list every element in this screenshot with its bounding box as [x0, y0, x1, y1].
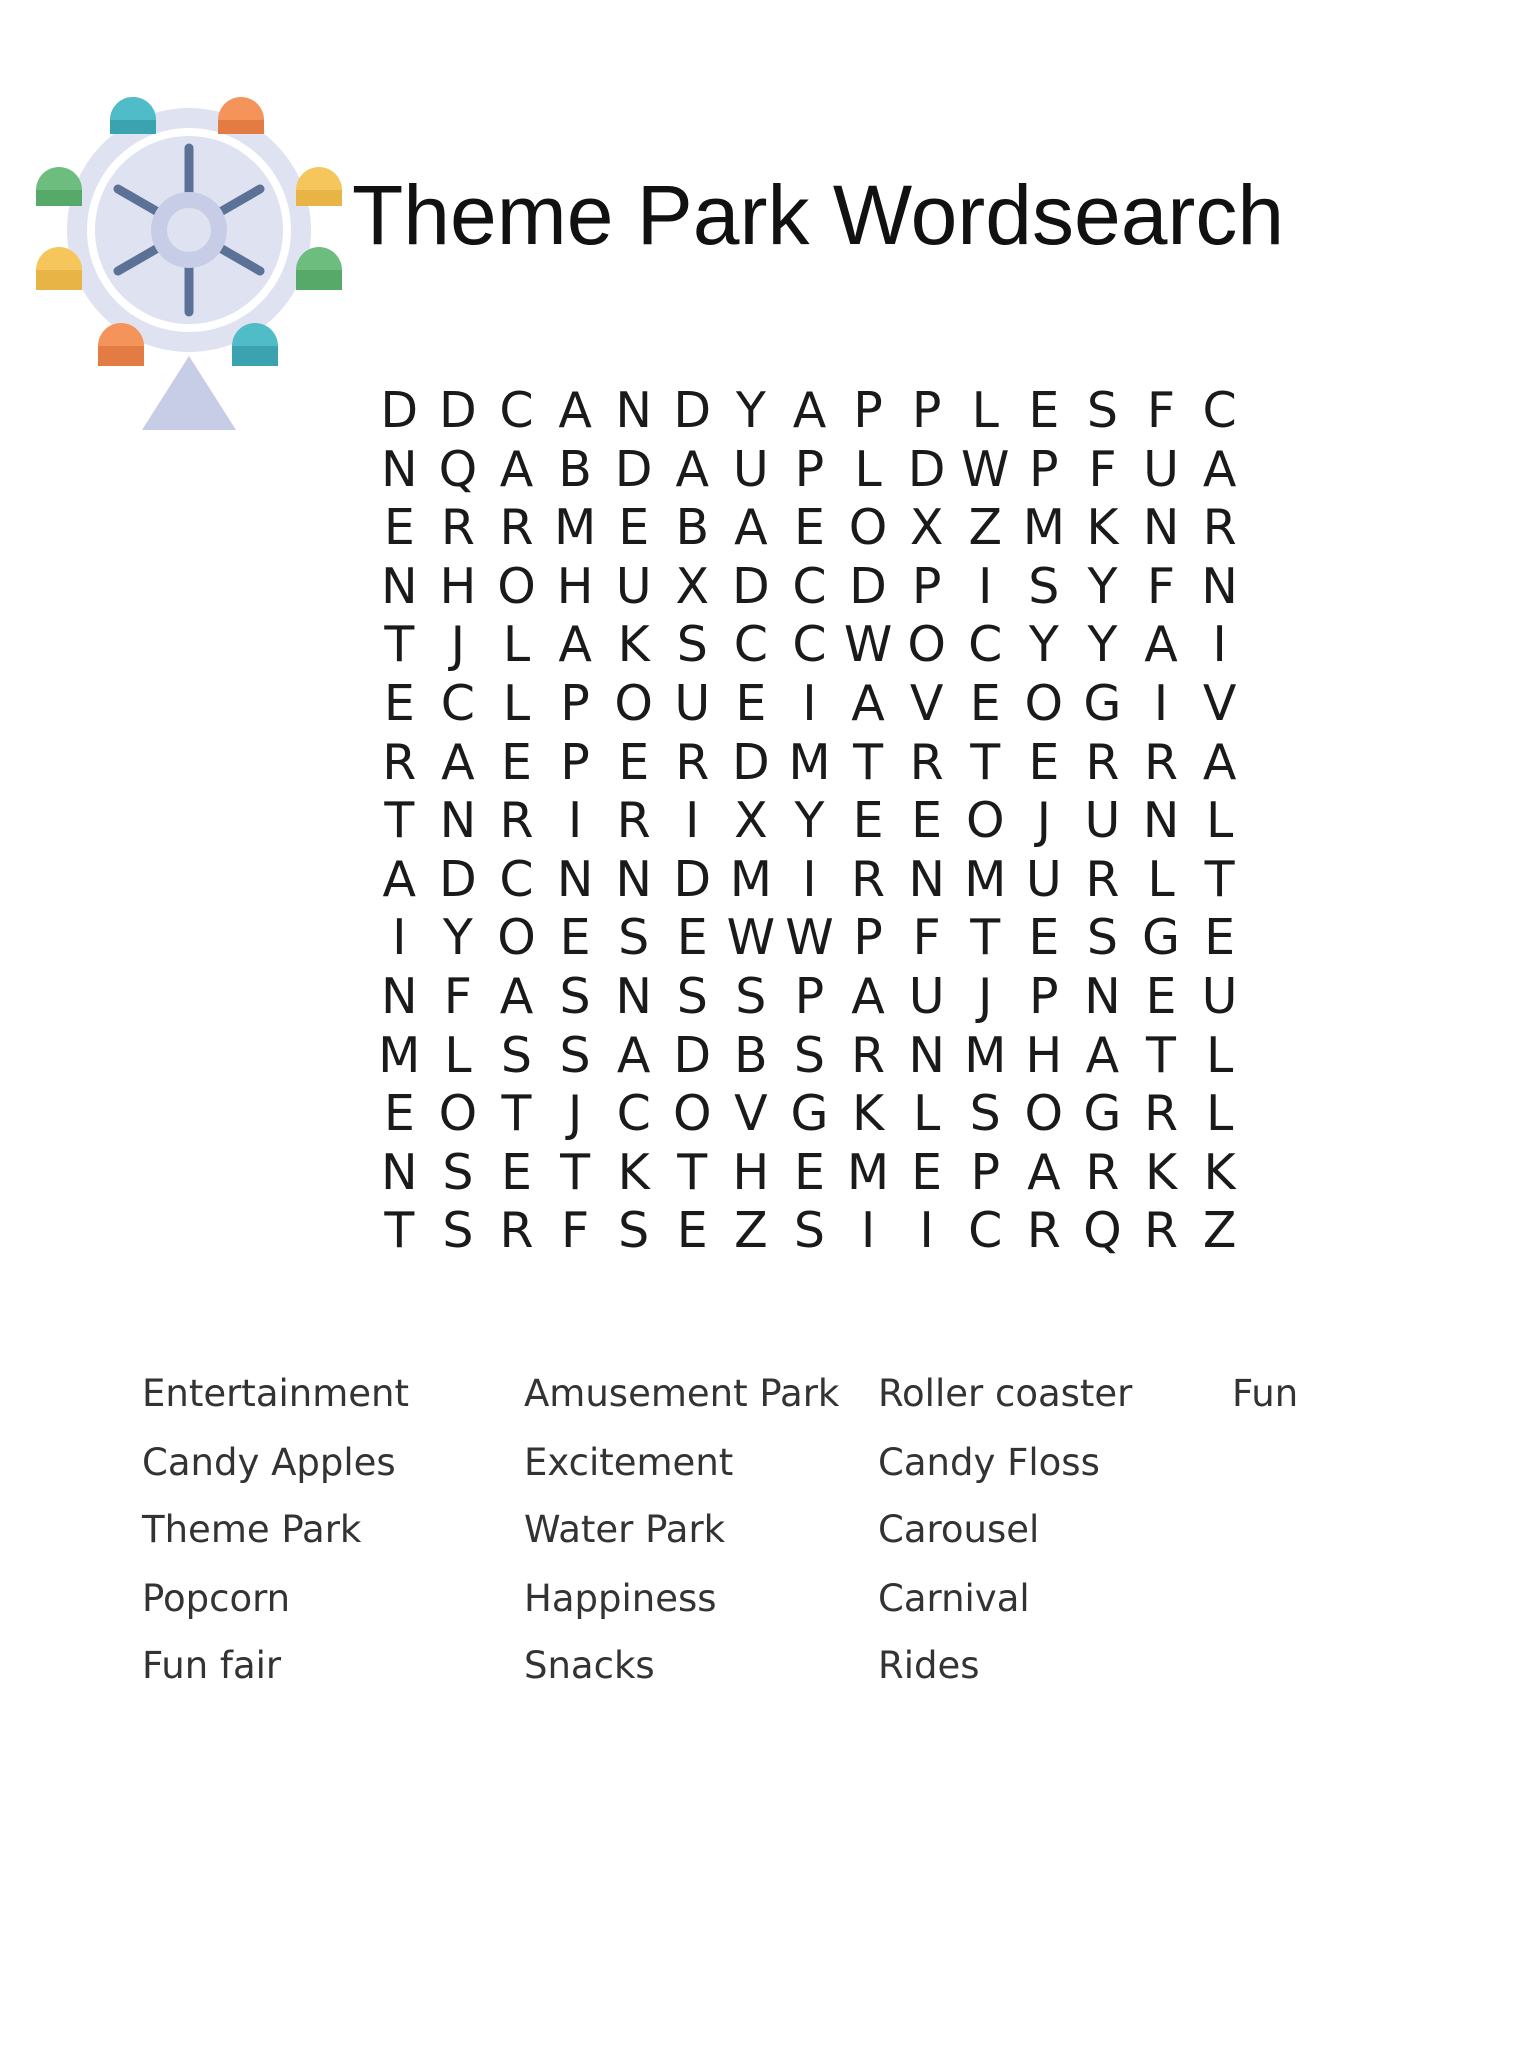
grid-letter[interactable]: R	[1143, 1085, 1179, 1143]
gondola-yellow-right	[296, 167, 342, 206]
grid-letter[interactable]: N	[556, 850, 594, 908]
grid-letter[interactable]: T	[1204, 850, 1235, 908]
grid-letter[interactable]: M	[846, 1143, 890, 1201]
grid-letter[interactable]: Q	[1083, 1202, 1122, 1260]
grid-letter[interactable]: A	[734, 499, 768, 557]
grid-letter[interactable]: N	[615, 967, 652, 1025]
grid-letter[interactable]: A	[382, 850, 417, 908]
grid-letter[interactable]: E	[793, 499, 825, 557]
grid-letter[interactable]: C	[440, 674, 475, 732]
grid-letter[interactable]: T	[501, 1085, 532, 1143]
grid-letter[interactable]: C	[792, 557, 827, 615]
grid-letter[interactable]: N	[908, 850, 945, 908]
grid-letter[interactable]: T	[970, 733, 1001, 791]
grid-letter[interactable]: D	[673, 850, 712, 908]
grid-letter[interactable]: L	[444, 1026, 472, 1084]
grid-letter[interactable]: R	[382, 733, 417, 791]
grid-letter[interactable]: I	[392, 909, 407, 967]
grid-letter[interactable]: R	[499, 792, 534, 850]
grid-letter[interactable]: E	[618, 499, 650, 557]
grid-letter[interactable]: C	[616, 1085, 651, 1143]
word-list	[142, 1372, 1392, 1732]
grid-letter[interactable]: Y	[1087, 616, 1118, 674]
grid-letter[interactable]: U	[1143, 440, 1179, 498]
grid-letter[interactable]: D	[614, 440, 653, 498]
grid-letter[interactable]: N	[380, 1143, 418, 1201]
grid-row	[370, 734, 1250, 793]
grid-letter[interactable]: S	[500, 1026, 533, 1084]
grid-letter[interactable]: E	[1204, 909, 1236, 967]
grid-letter[interactable]: E	[1028, 733, 1060, 791]
grid-letter[interactable]: N	[380, 440, 418, 498]
grid-letter[interactable]: D	[731, 733, 770, 791]
grid-letter[interactable]: P	[911, 557, 942, 615]
grid-letter[interactable]: M	[964, 1026, 1007, 1084]
grid-letter[interactable]: F	[1088, 440, 1117, 498]
grid-letter[interactable]: D	[731, 557, 770, 615]
grid-letter[interactable]: T	[384, 616, 415, 674]
grid-letter[interactable]: E	[501, 1143, 532, 1201]
grid-row	[370, 499, 1250, 558]
grid-letter[interactable]: C	[499, 382, 534, 439]
grid-letter[interactable]: L	[502, 616, 531, 674]
grid-row	[370, 792, 1250, 851]
grid-letter[interactable]: I	[802, 850, 817, 908]
grid-letter[interactable]: Z	[968, 499, 1003, 557]
grid-letter[interactable]: Y	[442, 909, 473, 967]
grid-letter[interactable]: L	[854, 440, 882, 498]
grid-letter[interactable]: J	[1036, 792, 1052, 850]
grid-letter[interactable]: E	[676, 909, 708, 967]
grid-letter[interactable]: W	[843, 616, 893, 674]
grid-letter[interactable]: N	[1084, 967, 1121, 1025]
grid-letter[interactable]: S	[1086, 382, 1118, 439]
letter-grid	[370, 382, 1250, 1262]
grid-letter[interactable]: F	[560, 1202, 590, 1260]
grid-letter[interactable]: H	[556, 557, 594, 615]
grid-letter[interactable]: R	[909, 733, 944, 791]
grid-letter[interactable]: B	[675, 499, 710, 557]
word-list-item: Snacks	[524, 1644, 655, 1687]
grid-letter[interactable]: L	[1205, 792, 1234, 850]
word-list-item: Candy Floss	[878, 1441, 1100, 1484]
grid-letter[interactable]: J	[978, 967, 993, 1025]
grid-letter[interactable]: C	[499, 850, 534, 908]
grid-letter[interactable]: O	[438, 1085, 478, 1143]
grid-letter[interactable]: E	[383, 499, 415, 557]
grid-letter[interactable]: D	[849, 557, 887, 615]
grid-letter[interactable]: A	[558, 382, 592, 439]
grid-letter[interactable]: S	[1086, 909, 1118, 967]
gondola-teal-top	[110, 97, 156, 134]
grid-letter[interactable]: E	[911, 1143, 943, 1201]
grid-letter[interactable]: K	[617, 1143, 650, 1201]
grid-letter[interactable]: P	[970, 1143, 1001, 1201]
grid-letter[interactable]: R	[1143, 733, 1179, 791]
grid-letter[interactable]: B	[558, 440, 592, 498]
grid-letter[interactable]: M	[1022, 499, 1065, 557]
grid-letter[interactable]: P	[560, 733, 590, 791]
grid-letter[interactable]: E	[1028, 382, 1060, 439]
grid-row	[370, 1202, 1250, 1261]
grid-letter[interactable]: W	[726, 909, 776, 967]
grid-letter[interactable]: M	[788, 733, 831, 791]
grid-letter[interactable]: E	[383, 674, 415, 732]
word-list-item: Entertainment	[142, 1372, 409, 1415]
grid-letter[interactable]: A	[792, 382, 827, 439]
grid-letter[interactable]: M	[729, 850, 772, 908]
grid-letter[interactable]: X	[909, 499, 944, 557]
grid-letter[interactable]: H	[732, 1143, 770, 1201]
grid-letter[interactable]: B	[734, 1026, 768, 1084]
grid-letter[interactable]: G	[790, 1085, 829, 1143]
grid-letter[interactable]: A	[675, 440, 710, 498]
grid-row	[370, 1144, 1250, 1203]
grid-letter[interactable]: V	[734, 1085, 768, 1143]
grid-letter[interactable]: Y	[735, 382, 766, 439]
grid-row	[370, 851, 1250, 910]
grid-letter[interactable]: I	[919, 1202, 934, 1260]
grid-letter[interactable]: L	[912, 1085, 941, 1143]
grid-letter[interactable]: E	[969, 674, 1001, 732]
grid-letter[interactable]: R	[1026, 1202, 1061, 1260]
grid-letter[interactable]: V	[1202, 674, 1237, 732]
grid-row	[370, 909, 1250, 968]
grid-letter[interactable]: C	[968, 1202, 1003, 1260]
grid-letter[interactable]: O	[672, 1085, 712, 1143]
word-list-item: Candy Apples	[142, 1441, 396, 1484]
grid-letter[interactable]: A	[1085, 1026, 1120, 1084]
grid-letter[interactable]: F	[443, 967, 472, 1025]
grid-row	[370, 675, 1250, 734]
grid-letter[interactable]: U	[732, 440, 769, 498]
word-list-item: Theme Park	[142, 1508, 362, 1551]
grid-letter[interactable]: P	[853, 382, 883, 439]
grid-letter[interactable]: H	[439, 557, 477, 615]
grid-letter[interactable]: K	[1203, 1143, 1236, 1201]
grid-letter[interactable]: R	[1085, 1143, 1120, 1201]
grid-letter[interactable]: L	[971, 382, 999, 439]
grid-letter[interactable]: A	[1027, 1143, 1061, 1201]
grid-letter[interactable]: P	[794, 440, 825, 498]
word-list-item: Happiness	[524, 1577, 717, 1620]
grid-letter[interactable]: S	[793, 1202, 825, 1260]
grid-letter[interactable]: E	[676, 1202, 708, 1260]
grid-letter[interactable]: K	[1144, 1143, 1178, 1201]
grid-letter[interactable]: Y	[794, 792, 825, 850]
grid-letter[interactable]: U	[908, 967, 945, 1025]
grid-letter[interactable]: U	[615, 557, 652, 615]
grid-letter[interactable]: P	[911, 382, 942, 439]
grid-letter[interactable]: T	[970, 909, 1001, 967]
grid-letter[interactable]: N	[439, 792, 477, 850]
word-list-item: Carousel	[878, 1508, 1040, 1551]
grid-letter[interactable]: S	[793, 1026, 825, 1084]
grid-letter[interactable]: T	[384, 1202, 415, 1260]
grid-letter[interactable]: I	[567, 792, 583, 850]
word-list-item: Popcorn	[142, 1577, 291, 1620]
grid-letter[interactable]: L	[1147, 850, 1175, 908]
word-list-item: Fun	[1232, 1372, 1299, 1415]
grid-letter[interactable]: J	[567, 1085, 583, 1143]
gondola-orange-top	[218, 97, 264, 134]
word-list-item: Fun fair	[142, 1644, 282, 1687]
word-list-item: Roller coaster	[878, 1372, 1133, 1415]
word-list-item: Rides	[878, 1644, 980, 1687]
grid-letter[interactable]: O	[965, 792, 1005, 850]
grid-letter[interactable]: S	[559, 1026, 591, 1084]
grid-letter[interactable]: I	[685, 792, 700, 850]
grid-letter[interactable]: I	[860, 1202, 876, 1260]
grid-letter[interactable]: G	[1083, 1085, 1122, 1143]
grid-letter[interactable]: S	[618, 909, 650, 967]
grid-letter[interactable]: S	[676, 967, 708, 1025]
grid-letter[interactable]: X	[675, 557, 710, 615]
grid-letter[interactable]: W	[785, 909, 834, 967]
grid-letter[interactable]: T	[853, 733, 884, 791]
grid-letter[interactable]: N	[380, 967, 418, 1025]
grid-letter[interactable]: E	[852, 792, 884, 850]
grid-letter[interactable]: L	[1205, 1085, 1234, 1143]
grid-letter[interactable]: A	[441, 733, 475, 791]
grid-letter[interactable]: D	[439, 382, 477, 439]
grid-letter[interactable]: A	[499, 967, 534, 1025]
grid-letter[interactable]: W	[961, 440, 1010, 498]
grid-letter[interactable]: I	[978, 557, 993, 615]
grid-row	[370, 968, 1250, 1027]
grid-letter[interactable]: R	[851, 1026, 886, 1084]
grid-letter[interactable]: R	[499, 1202, 534, 1260]
grid-letter[interactable]: R	[1143, 1202, 1179, 1260]
grid-letter[interactable]: R	[616, 792, 651, 850]
grid-letter[interactable]: S	[618, 1202, 650, 1260]
grid-letter[interactable]: N	[615, 382, 652, 439]
grid-letter[interactable]: F	[1146, 382, 1176, 439]
grid-letter[interactable]: O	[1024, 674, 1064, 732]
grid-letter[interactable]: A	[851, 674, 885, 732]
grid-letter[interactable]: Y	[1087, 557, 1118, 615]
grid-letter[interactable]: D	[380, 382, 419, 439]
grid-letter[interactable]: Z	[734, 1202, 768, 1260]
grid-letter[interactable]: N	[380, 557, 418, 615]
grid-letter[interactable]: A	[499, 440, 534, 498]
grid-letter[interactable]: V	[909, 674, 944, 732]
grid-letter[interactable]: F	[912, 909, 941, 967]
grid-letter[interactable]: E	[1028, 909, 1060, 967]
grid-letter[interactable]: O	[614, 674, 653, 732]
grid-letter[interactable]: A	[616, 1026, 651, 1084]
grid-letter[interactable]: P	[1029, 440, 1059, 498]
grid-letter[interactable]: J	[450, 616, 466, 674]
grid-letter[interactable]: L	[1205, 1026, 1234, 1084]
grid-row	[370, 441, 1250, 500]
grid-letter[interactable]: G	[1083, 674, 1122, 732]
grid-letter[interactable]: H	[1025, 1026, 1063, 1084]
grid-letter[interactable]: Z	[1202, 1202, 1237, 1260]
grid-row	[370, 1027, 1250, 1086]
word-list-item: Excitement	[524, 1441, 734, 1484]
grid-letter[interactable]: S	[559, 967, 591, 1025]
page-title: Theme Park Wordsearch	[352, 168, 1285, 262]
grid-letter[interactable]: M	[378, 1026, 421, 1084]
grid-letter[interactable]: O	[497, 909, 536, 967]
grid-letter[interactable]: X	[734, 792, 768, 850]
grid-letter[interactable]: N	[1201, 557, 1238, 615]
grid-letter[interactable]: R	[499, 499, 534, 557]
grid-letter[interactable]: K	[1086, 499, 1119, 557]
grid-letter[interactable]: R	[851, 850, 886, 908]
grid-letter[interactable]: K	[851, 1085, 885, 1143]
grid-letter[interactable]: C	[1202, 382, 1237, 439]
grid-letter[interactable]: I	[802, 674, 817, 732]
grid-letter[interactable]: L	[502, 674, 531, 732]
grid-letter[interactable]: D	[439, 850, 477, 908]
grid-letter[interactable]: Q	[438, 440, 478, 498]
grid-letter[interactable]: U	[1025, 850, 1062, 908]
grid-letter[interactable]: S	[1028, 557, 1060, 615]
ferris-wheel-stand	[142, 356, 236, 430]
grid-letter[interactable]: U	[674, 674, 711, 732]
grid-letter[interactable]: S	[442, 1143, 474, 1201]
grid-letter[interactable]: A	[1144, 616, 1178, 674]
grid-letter[interactable]: A	[851, 967, 885, 1025]
grid-letter[interactable]: A	[1202, 733, 1237, 791]
grid-letter[interactable]: S	[969, 1085, 1001, 1143]
grid-letter[interactable]: T	[384, 792, 415, 850]
grid-letter[interactable]: E	[501, 733, 532, 791]
grid-row	[370, 616, 1250, 675]
grid-letter[interactable]: O	[497, 557, 536, 615]
grid-letter[interactable]: T	[677, 1143, 708, 1201]
grid-letter[interactable]: E	[559, 909, 591, 967]
grid-letter[interactable]: E	[618, 733, 650, 791]
grid-letter[interactable]: P	[853, 909, 883, 967]
grid-letter[interactable]: T	[560, 1143, 591, 1201]
grid-letter[interactable]: N	[1142, 792, 1180, 850]
grid-row	[370, 558, 1250, 617]
grid-letter[interactable]: D	[907, 440, 946, 498]
grid-letter[interactable]: R	[1085, 850, 1120, 908]
grid-letter[interactable]: P	[794, 967, 825, 1025]
grid-letter[interactable]: E	[735, 674, 767, 732]
grid-letter[interactable]: C	[968, 616, 1003, 674]
grid-letter[interactable]: F	[1146, 557, 1176, 615]
grid-letter[interactable]: I	[1212, 616, 1227, 674]
grid-letter[interactable]: D	[673, 382, 712, 439]
grid-letter[interactable]: O	[1024, 1085, 1064, 1143]
grid-letter[interactable]: E	[911, 792, 943, 850]
grid-letter[interactable]: S	[676, 616, 708, 674]
grid-letter[interactable]: P	[1029, 967, 1059, 1025]
grid-letter[interactable]: P	[560, 674, 590, 732]
grid-letter[interactable]: O	[848, 499, 888, 557]
grid-row	[370, 382, 1250, 441]
grid-letter[interactable]: E	[793, 1143, 825, 1201]
grid-letter[interactable]: E	[1145, 967, 1177, 1025]
grid-letter[interactable]: I	[1153, 674, 1169, 732]
grid-letter[interactable]: M	[964, 850, 1007, 908]
grid-letter[interactable]: N	[908, 1026, 945, 1084]
grid-letter[interactable]: Y	[1028, 616, 1059, 674]
grid-row	[370, 1085, 1250, 1144]
grid-letter[interactable]: A	[1202, 440, 1237, 498]
grid-letter[interactable]: N	[1142, 499, 1180, 557]
grid-letter[interactable]: N	[615, 850, 652, 908]
word-list-item: Water Park	[524, 1508, 726, 1551]
grid-letter[interactable]: U	[1201, 967, 1238, 1025]
word-list-item: Carnival	[878, 1577, 1030, 1620]
grid-letter[interactable]: K	[617, 616, 650, 674]
grid-letter[interactable]: R	[440, 499, 475, 557]
grid-letter[interactable]: U	[1084, 792, 1121, 850]
gondola-green-left	[36, 167, 82, 206]
grid-letter[interactable]: O	[907, 616, 946, 674]
grid-letter[interactable]: S	[442, 1202, 474, 1260]
grid-letter[interactable]: R	[675, 733, 710, 791]
grid-letter[interactable]: C	[792, 616, 827, 674]
grid-letter[interactable]: R	[1202, 499, 1237, 557]
word-list-item: Amusement Park	[524, 1372, 840, 1415]
grid-letter[interactable]: E	[383, 1085, 415, 1143]
grid-letter[interactable]: R	[1085, 733, 1120, 791]
grid-letter[interactable]: M	[553, 499, 597, 557]
grid-letter[interactable]: G	[1142, 909, 1180, 967]
grid-letter[interactable]: T	[1146, 1026, 1176, 1084]
grid-letter[interactable]: S	[735, 967, 767, 1025]
grid-letter[interactable]: D	[673, 1026, 712, 1084]
grid-letter[interactable]: C	[733, 616, 768, 674]
ferris-wheel-icon	[36, 68, 342, 430]
grid-letter[interactable]: A	[558, 616, 592, 674]
